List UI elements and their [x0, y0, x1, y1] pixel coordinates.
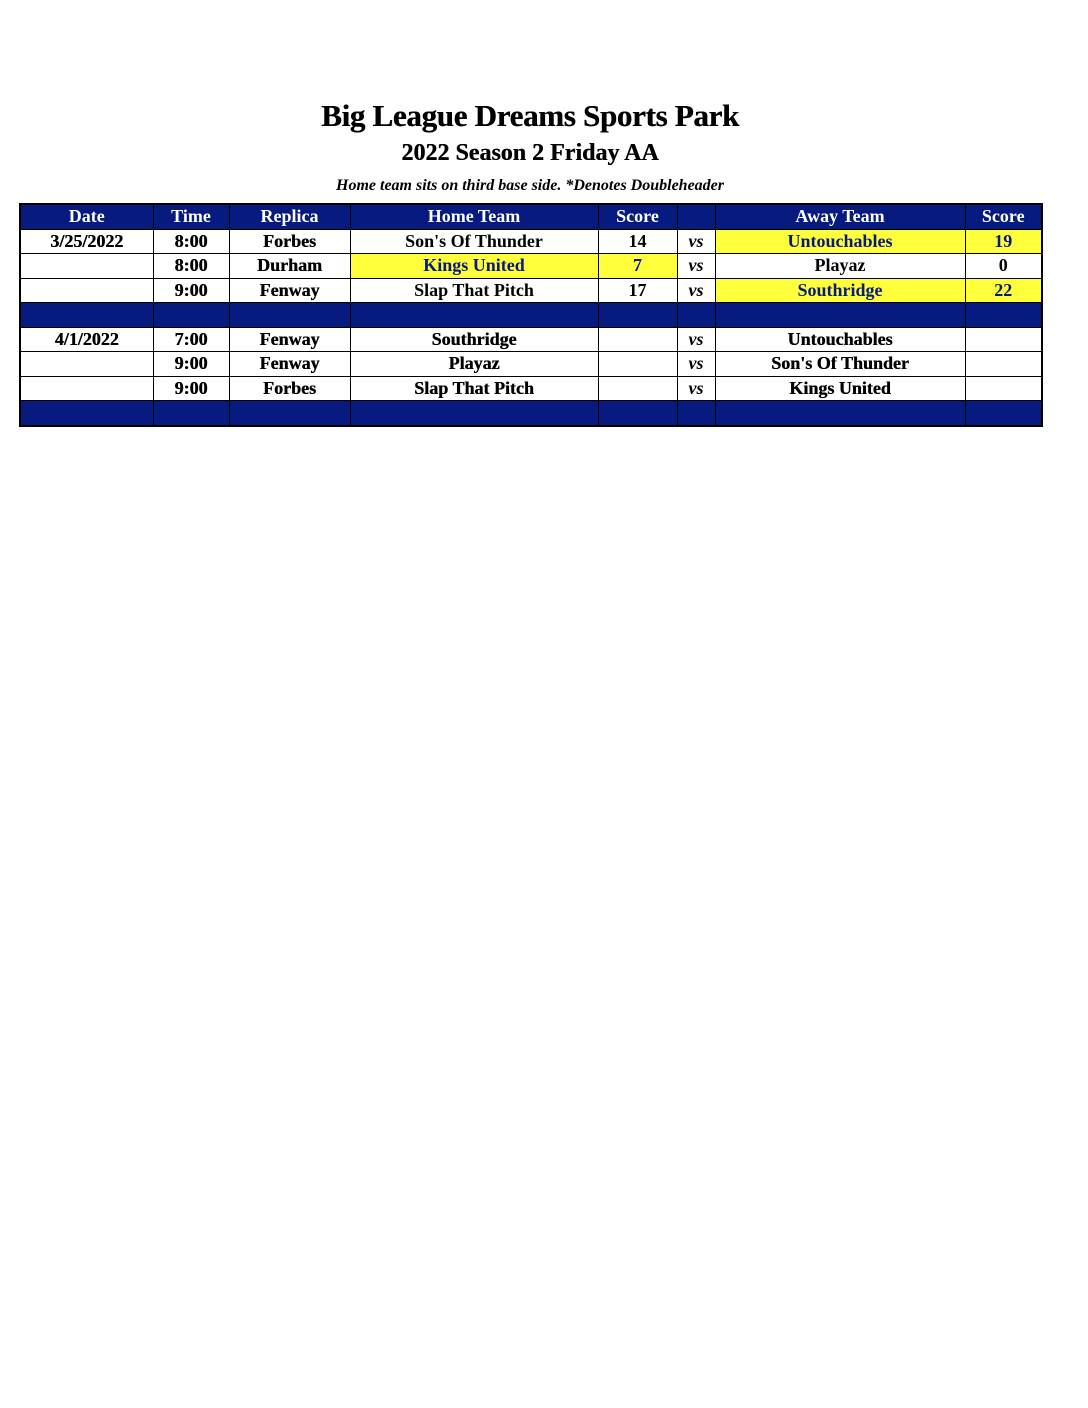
home-team-cell: Slap That Pitch: [350, 278, 598, 303]
home-team-cell: Slap That Pitch: [350, 376, 598, 401]
date-cell: 3/25/2022: [20, 229, 153, 254]
home-score-cell: 7: [598, 254, 677, 279]
date-cell: [20, 254, 153, 279]
table-row: [20, 352, 1042, 377]
time-cell: 9:00: [153, 376, 229, 401]
separator-cell: [965, 401, 1042, 426]
away-team-cell: Untouchables: [715, 229, 965, 254]
col-header-home-score: Score: [598, 204, 677, 229]
date-cell: 4/1/2022: [20, 327, 153, 352]
home-team-cell: Kings United: [350, 254, 598, 279]
separator-cell: [350, 401, 598, 426]
away-score-cell: [965, 376, 1042, 401]
page-title: Big League Dreams Sports Park: [321, 98, 739, 133]
home-score-cell: 17: [598, 278, 677, 303]
separator-cell: [677, 303, 715, 328]
vs-cell: vs: [677, 278, 715, 303]
vs-cell: vs: [677, 327, 715, 352]
table-header-row: [20, 204, 1042, 229]
replica-cell: Durham: [229, 254, 350, 279]
date-cell: [20, 352, 153, 377]
replica-cell: Fenway: [229, 278, 350, 303]
separator-cell: [715, 303, 965, 328]
week-separator-row: [20, 303, 1042, 328]
away-team-cell: Son's Of Thunder: [715, 352, 965, 377]
away-team-cell: Kings United: [715, 376, 965, 401]
separator-cell: [20, 303, 153, 328]
time-cell: 7:00: [153, 327, 229, 352]
home-team-cell: Southridge: [350, 327, 598, 352]
schedule-note: Home team sits on third base side. *Denotes Doubleheader: [336, 177, 724, 194]
page-subtitle: 2022 Season 2 Friday AA: [401, 140, 659, 166]
separator-cell: [677, 401, 715, 426]
time-cell: 9:00: [153, 278, 229, 303]
away-team-cell: Southridge: [715, 278, 965, 303]
col-header-away-score: Score: [965, 204, 1042, 229]
vs-cell: vs: [677, 376, 715, 401]
home-team-cell: Son's Of Thunder: [350, 229, 598, 254]
col-header-replica: Replica: [229, 204, 350, 229]
table-row: [20, 229, 1042, 254]
week-separator-row: [20, 401, 1042, 426]
replica-cell: Forbes: [229, 229, 350, 254]
vs-cell: vs: [677, 254, 715, 279]
col-header-away-team: Away Team: [715, 204, 965, 229]
separator-cell: [715, 401, 965, 426]
time-cell: 8:00: [153, 254, 229, 279]
schedule-table: [19, 203, 1043, 427]
col-header-date: Date: [20, 204, 153, 229]
away-team-cell: Playaz: [715, 254, 965, 279]
separator-cell: [598, 401, 677, 426]
table-row: [20, 254, 1042, 279]
away-score-cell: 22: [965, 278, 1042, 303]
separator-cell: [229, 401, 350, 426]
vs-cell: vs: [677, 352, 715, 377]
away-score-cell: 0: [965, 254, 1042, 279]
replica-cell: Fenway: [229, 352, 350, 377]
separator-cell: [598, 303, 677, 328]
table-row: [20, 376, 1042, 401]
vs-cell: vs: [677, 229, 715, 254]
replica-cell: Fenway: [229, 327, 350, 352]
away-team-cell: Untouchables: [715, 327, 965, 352]
away-score-cell: [965, 352, 1042, 377]
table-row: [20, 327, 1042, 352]
home-team-cell: Playaz: [350, 352, 598, 377]
col-header-time: Time: [153, 204, 229, 229]
date-cell: [20, 278, 153, 303]
home-score-cell: 14: [598, 229, 677, 254]
home-score-cell: [598, 327, 677, 352]
separator-cell: [350, 303, 598, 328]
separator-cell: [153, 401, 229, 426]
replica-cell: Forbes: [229, 376, 350, 401]
separator-cell: [229, 303, 350, 328]
table-row: [20, 278, 1042, 303]
separator-cell: [965, 303, 1042, 328]
away-score-cell: 19: [965, 229, 1042, 254]
away-score-cell: [965, 327, 1042, 352]
col-header-home-team: Home Team: [350, 204, 598, 229]
col-header-vs: [677, 204, 715, 229]
date-cell: [20, 376, 153, 401]
separator-cell: [153, 303, 229, 328]
time-cell: 9:00: [153, 352, 229, 377]
time-cell: 8:00: [153, 229, 229, 254]
home-score-cell: [598, 376, 677, 401]
home-score-cell: [598, 352, 677, 377]
separator-cell: [20, 401, 153, 426]
